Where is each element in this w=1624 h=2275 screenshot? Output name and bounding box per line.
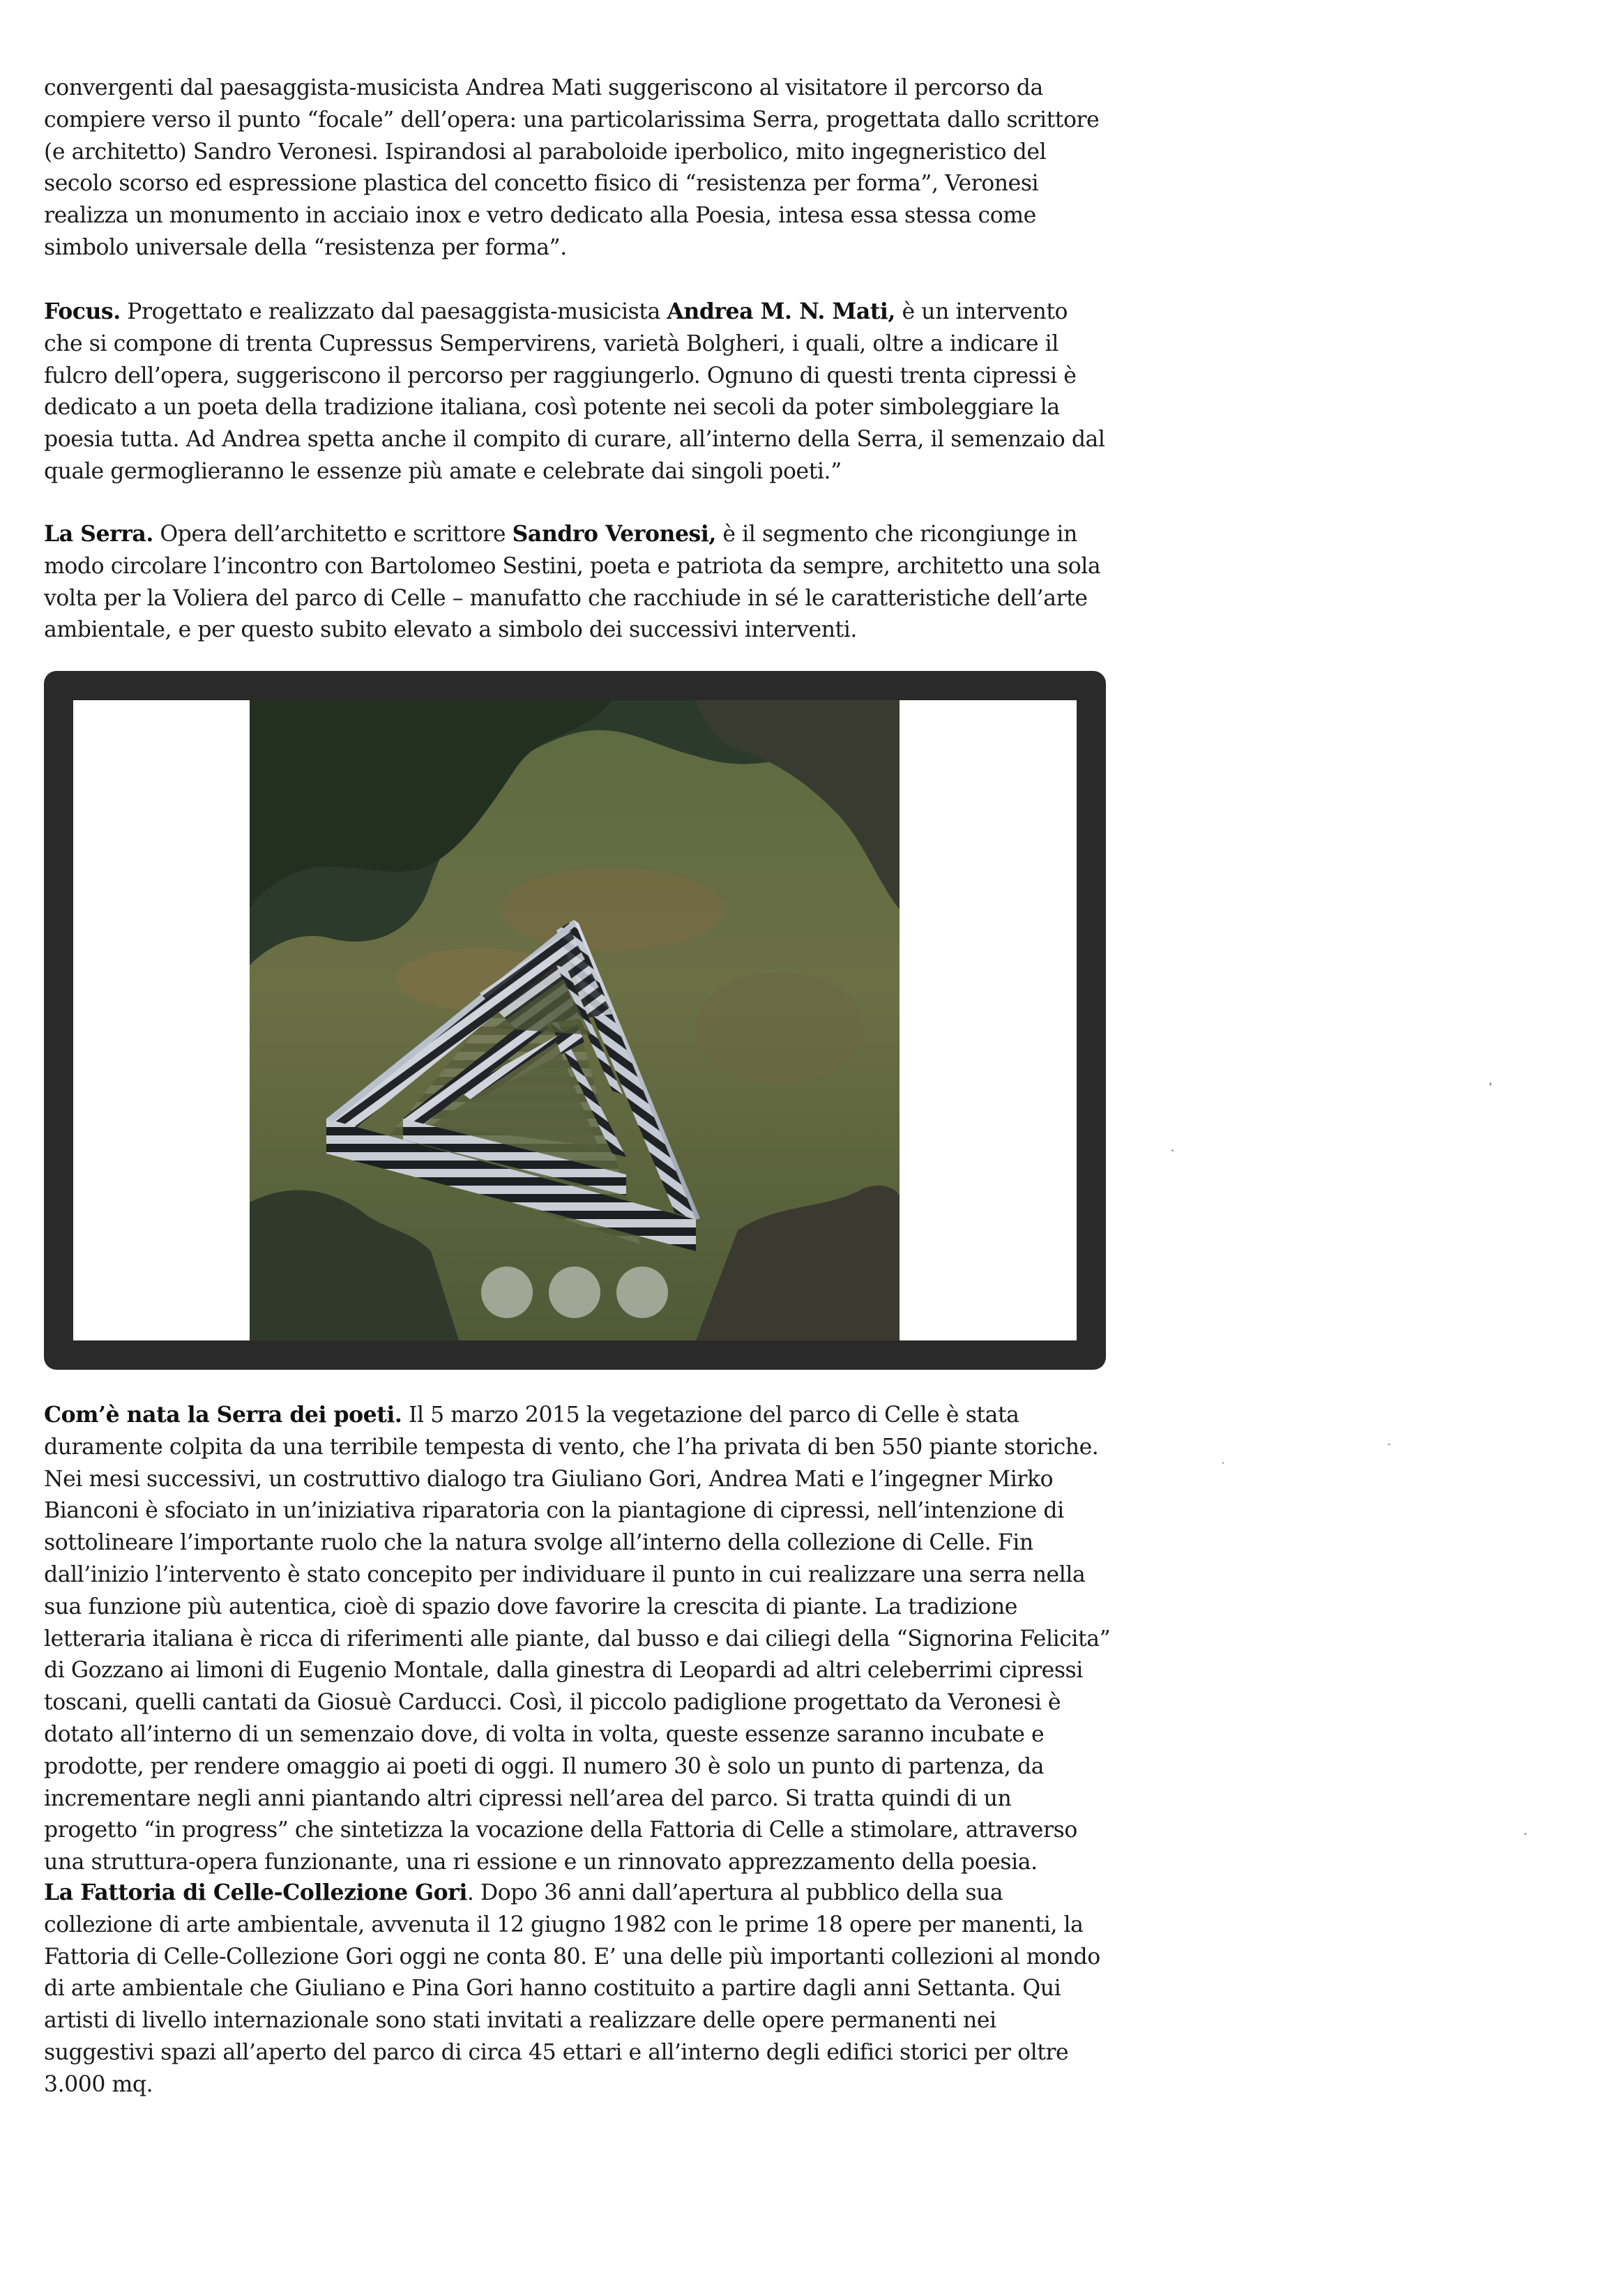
serra-photo xyxy=(250,700,900,1340)
heading-origin: Com’è nata la Serra dei poeti. xyxy=(44,1402,402,1428)
serra-text-1: Opera dell’architetto e scrittore xyxy=(153,522,513,547)
paragraph-intro: convergenti dal paesaggista-musicista Andrea Mati suggeriscono al visitatore il percorso da compiere verso il punto “focale” dell’opera: una particolarissima Serra, progettata dallo scrittore (e architetto) Sandro Veronesi. Ispirandosi al paraboloide iperbolico, mito ingegneristico del secolo scorso ed espressione plastica del concetto fisico di “resistenza per forma”, Veronesi realizza un monumento in acciaio inox e vetro dedicato alla Poesia, intesa essa stessa come simbolo universale della “resistenza per forma”. xyxy=(44,75,1100,260)
slide-dot-3[interactable] xyxy=(616,1267,668,1318)
slide-dot-1[interactable] xyxy=(481,1267,533,1318)
image-slideshow[interactable] xyxy=(44,671,1106,1370)
focus-text-2: è un intervento che si compone di trenta Cupressus Sempervirens, varietà Bolgheri, i quali, oltre a indicare il fulcro dell’opera, suggeriscono il percorso per raggiungerlo. Ognuno di questi trenta cipressi è dedicato a un poeta della tradizione italiana, così potente nei secoli da poter simboleggiare la poesia tutta. Ad Andrea spetta anche il compito di curare, all’interno della Serra, il semenzaio dal quale germoglieranno le essenze più amate e celebrate dai singoli poeti.” xyxy=(44,299,1105,484)
paragraph-origin xyxy=(44,1399,1111,1879)
focus-author: Andrea M. N. Mati, xyxy=(667,298,895,324)
heading-serra: La Serra. xyxy=(44,521,153,547)
speck xyxy=(1222,1462,1224,1464)
focus-text-1: Progettato e realizzato dal paesaggista-musicista xyxy=(120,299,667,324)
paragraph-serra xyxy=(44,518,1111,647)
paragraph-fattoria xyxy=(44,1877,1111,2101)
serra-text-2: è il segmento che ricongiunge in modo circolare l’incontro con Bartolomeo Sestini, poeta e patriota da sempre, architetto una sola volta per la Voliera del parco di Celle – manufatto che racchiude in sé le caratteristiche dell’arte ambientale, e per questo subito elevato a simbolo dei successivi interventi. xyxy=(44,522,1101,643)
heading-fattoria: La Fattoria di Celle-Collezione Gori xyxy=(44,1880,467,1905)
speck xyxy=(1388,1444,1390,1445)
slide-dot-2[interactable] xyxy=(549,1267,600,1318)
speck xyxy=(1524,1833,1526,1835)
paragraph-focus xyxy=(44,296,1111,488)
fattoria-text: . Dopo 36 anni dall’apertura al pubblico della sua collezione di arte ambientale, avvenuta il 12 giugno 1982 con le prime 18 opere per manenti, la Fattoria di Celle-Collezione Gori oggi ne conta 80. E’ una delle più importanti collezioni al mondo di arte ambientale che Giuliano e Pina Gori hanno costituito a partire dagli anni Settanta. Qui artisti di livello internazionale sono stati invitati a realizzare delle opere permanenti nei suggestivi spazi all’aperto del parco di circa 45 ettari e all’interno degli edifici storici per oltre 3.000 mq. xyxy=(44,1880,1100,2097)
serra-author: Sandro Veronesi, xyxy=(512,521,716,547)
slideshow-stage xyxy=(73,700,1077,1340)
speck xyxy=(1171,1149,1174,1151)
origin-text: Il 5 marzo 2015 la vegetazione del parco di Celle è stata duramente colpita da una terribile tempesta di vento, che l’ha privata di ben 550 piante storiche. Nei mesi successivi, un costruttivo dialogo tra Giuliano Gori, Andrea Mati e l’ingegner Mirko Bianconi è sfociato in un’iniziativa riparatoria con la piantagione di cipressi, nell’intenzione di sottolineare l’importante ruolo che la natura svolge all’interno della collezione di Celle. Fin dall’inizio l’intervento è stato concepito per individuare il punto in cui realizzare una serra nella sua funzione più autentica, cioè di spazio dove favorire la crescita di piante. La tradizione letteraria italiana è ricca di riferimenti alle piante, dal busso e dai ciliegi della “Signorina Felicita” di Gozzano ai limoni di Eugenio Montale, dalla ginestra di Leopardi ad altri celeberrimi cipressi toscani, quelli cantati da Giosuè Carducci. Così, il piccolo padiglione progettato da Veronesi è dotato all’interno di un semenzaio dove, di volta in volta, queste essenze saranno incubate e prodotte, per rendere omaggio ai poeti di oggi. Il numero 30 è solo un punto di partenza, da incrementare negli anni piantando altri cipressi nell’area del parco. Si tratta quindi di un progetto “in progress” che sintetizza la vocazione della Fattoria di Celle a stimolare, attraverso una struttura-opera funzionante, una ri essione e un rinnovato apprezzamento della poesia. xyxy=(44,1403,1111,1875)
speck xyxy=(1489,1082,1492,1086)
heading-focus: Focus. xyxy=(44,298,121,324)
